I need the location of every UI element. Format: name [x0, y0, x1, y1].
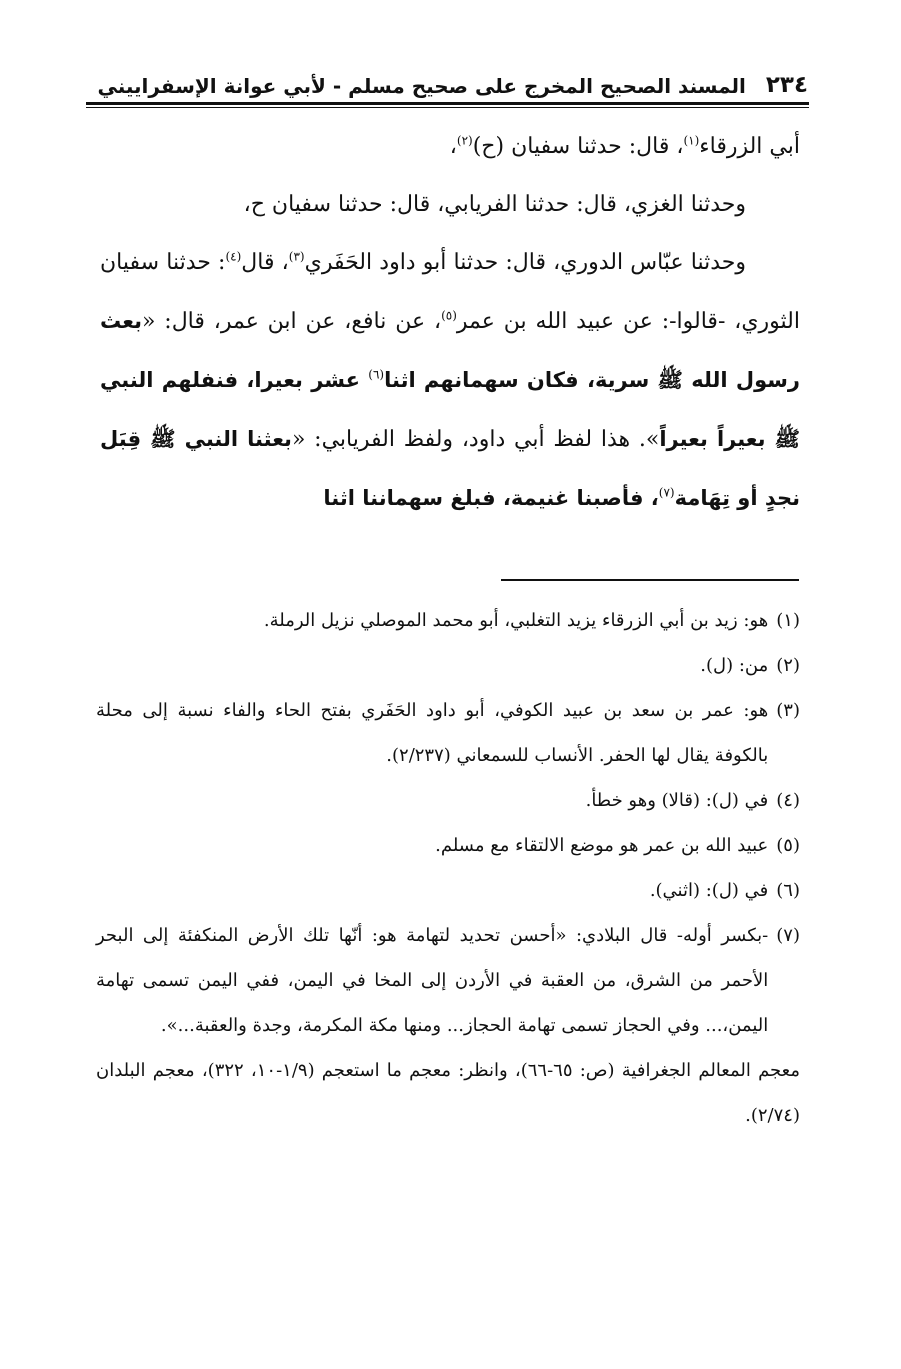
paragraph-1 — [100, 118, 800, 176]
hadith-text-4: ، فأصبنا غنيمة، فبلغ سهماننا اثنا — [323, 486, 659, 510]
footnote-number: (٧) — [776, 925, 800, 946]
footnote-number: (٥) — [776, 835, 800, 856]
hadith-text-3: بعثنا النبي ﷺ قِبَل نجدٍ أو تِهَامة — [100, 427, 800, 510]
footnote-text: عبيد الله بن عمر هو موضع الالتقاء مع مسلم. — [435, 835, 769, 856]
footnote-text: في (ل): (قالا) وهو خطأ. — [585, 790, 769, 811]
hadith-text-2: عشر بعيرا، فنفلهم النبي ﷺ بعيراً بعيراً — [100, 368, 800, 451]
header-rule-thin — [86, 107, 809, 108]
footnote-6 — [96, 868, 800, 913]
footnote-marker-4[interactable]: (٤) — [225, 249, 242, 264]
footnote-number: (٣) — [776, 700, 800, 721]
footnote-4 — [96, 778, 800, 823]
footnote-text: هو: زيد بن أبي الزرقاء يزيد التغلبي، أبو محمد الموصلي نزيل الرملة. — [263, 610, 769, 631]
paragraph-2: وحدثنا الغزي، قال: حدثنا الفريابي، قال: حدثنا سفيان ح، — [243, 192, 746, 217]
text-run: ، قال: حدثنا سفيان (ح) — [472, 134, 684, 159]
footnote-marker-7[interactable]: (٧) — [658, 485, 675, 500]
text-run: ، — [449, 134, 457, 159]
footnote-number: (١) — [776, 610, 800, 631]
footnote-number: (٢) — [776, 655, 800, 676]
footnote-text: هو: عمر بن سعد بن عبيد الكوفي، أبو داود الحَفَري بفتح الحاء والفاء نسبة إلى محلة بالكوفة يقال لها الحفر. الأنساب للسمعاني (٢/٢٣٧). — [96, 700, 769, 766]
header-rule-thick — [86, 102, 809, 105]
text-run: وحدثنا عبّاس الدوري، قال: حدثنا أبو داود الحَفَري — [304, 250, 746, 275]
footnote-7-continuation: معجم المعالم الجغرافية (ص: ٦٥-٦٦)، وانظر: معجم ما استعجم (١/٩-١٠، ٣٢٢)، معجم البلدان (٢/٧٤). — [96, 1060, 801, 1126]
footnote-marker-3[interactable]: (٣) — [288, 249, 305, 264]
text-run: ». هذا لفظ أبي داود، ولفظ الفريابي: « — [291, 427, 660, 452]
footnotes — [96, 598, 800, 1138]
footnote-number: (٦) — [776, 880, 800, 901]
footnote-5 — [96, 823, 800, 868]
footnote-marker-6[interactable]: (٦) — [368, 367, 385, 382]
page-header — [88, 64, 808, 98]
text-run: ، عن نافع، عن ابن عمر، قال: « — [141, 309, 442, 334]
text-run: : حدثنا سفيان الثوري، -قالوا-: عن عبيد الله بن عمر — [100, 250, 800, 334]
footnote-marker-1[interactable]: (١) — [683, 133, 700, 148]
footnote-2 — [96, 643, 800, 688]
paragraph-3 — [100, 234, 800, 528]
hadith-text-1: بعث رسول الله ﷺ سرية، فكان سهمانهم اثنا — [100, 309, 801, 392]
footnote-1 — [96, 598, 800, 643]
footnote-separator — [501, 579, 799, 581]
footnote-marker-5[interactable]: (٥) — [441, 308, 457, 323]
footnote-3 — [96, 688, 800, 778]
footnote-text: من: (ل). — [700, 655, 769, 676]
text-run: ، قال — [241, 250, 289, 275]
footnote-7 — [96, 913, 800, 1048]
main-text — [100, 118, 800, 528]
text-run: أبي الزرقاء — [699, 134, 800, 159]
running-title: المسند الصحيح المخرج على صحيح مسلم - لأبي عوانة الإسفراييني — [97, 74, 746, 98]
footnote-marker-2[interactable]: (٢) — [456, 133, 473, 148]
footnote-text: في (ل): (اثني). — [649, 880, 769, 901]
footnote-text: -بكسر أوله- قال البلادي: «أحسن تحديد لتهامة هو: أنّها تلك الأرض المنكفئة إلى البحر الأحمر من الشرق، من العقبة في الأردن إلى المخا في اليمن، ففي اليمن تسمى تهامة اليمن،... وفي الحجاز تسمى تهامة الحجاز... ومنها مكة المكرمة، وجدة والعقبة...». — [96, 925, 769, 1036]
footnote-number: (٤) — [776, 790, 800, 811]
page-number: ٢٣٤ — [765, 72, 808, 98]
